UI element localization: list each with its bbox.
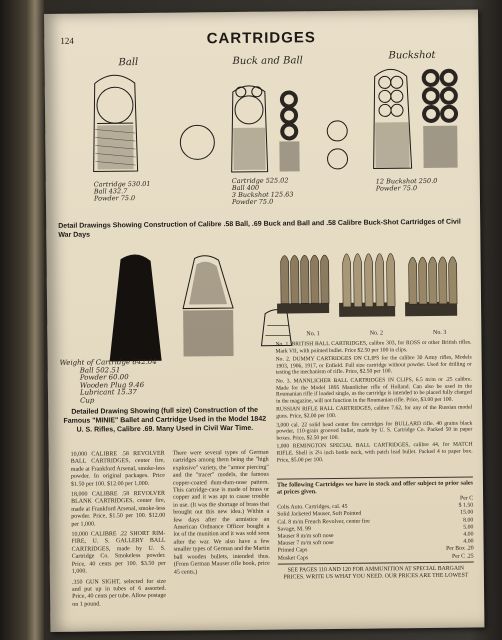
minie-annotation-ball: Ball 502.51 — [79, 365, 121, 375]
left-column — [71, 451, 167, 609]
ball-annotation-ball: Ball 432.7 — [93, 187, 128, 196]
offer-row-price: 5.00 — [463, 524, 474, 531]
right-item-6: 1,000 REMINGTON SPECIAL BALL CARTRIDGES, calibre 44, for MATCH RIFLE. Shell is 2¼ inch bottle neck, with patch lead bullet. Packed 4 to paper box. Price, $5.00 per 100. — [276, 441, 473, 464]
offer-row-item: Mauser 8 m/m soft nose — [277, 533, 334, 540]
page-title: CARTRIDGES — [206, 29, 316, 48]
middle-column: There were several types of German cartridges among them being the "high explosive" variety, the "armor piercing" and the "tracer" models, the famous copper-coated dum-dum-nose pattern. This cartridge-case is made of brass or copper and it was apt to cause trouble in use. (It was the shortage of brass that brought out this new idea.) Within a few days after the armistice an American Ordnance Officer bought a lot of the munition and it was sold soon after the war. We also have a few smaller types of German and the Martin ball wooden bullets, intended thus. (From German Mauser rifle book, price 45 cents.) — [172, 449, 270, 576]
left-item-1: 10,000 CALIBRE .58 REVOLVER BALL CARTRIDGES, center fire, made at Frankford Arsenal, smoke-less powder. In original packages. Price $1.50 per 100. $12.00 per 1,000. — [70, 450, 165, 488]
clips-photo — [272, 242, 463, 334]
clip-label-2: No. 2 — [369, 330, 384, 337]
buck-annotation-cartridge: Cartridge 525.02 — [231, 176, 289, 186]
right-item-5: 3,000 cal. 22 solid head center fire cartridges for BULLARD rifle. 40 grains black powder, 110-grain grooved bullet, made by U. S. Cartridge Co. Packed 50 in paper boxes. Price, $2.50 per 100. — [276, 420, 473, 442]
minie-annotation-cup: Cup — [80, 396, 95, 405]
offer-row-price: 8.00 — [463, 517, 474, 524]
ball-annotation-cartridge: Cartridge 530.01 — [93, 179, 151, 189]
buck-annotation-buckshot: 3 Buckshot 125.63 — [231, 190, 294, 200]
buck-annotations — [232, 177, 294, 206]
offer-row-item: Colts Auto. Cartridges, cal. 45 — [277, 504, 348, 511]
left-item-2: 18,000 CALIBRE .58 REVOLVER BLANK CARTRIDGES, center fire, made at Frankford Arsenal, smoke-less powder. Price, $1.50 per 100. $12.00 per 1,000. — [71, 490, 166, 528]
offer-row-item: Savage, M. 99 — [277, 526, 311, 533]
offer-table — [277, 496, 474, 563]
buckshot-drawing — [373, 69, 459, 169]
ball-annotations — [94, 181, 151, 203]
clip-no2-image — [339, 253, 396, 317]
top-figure-caption: Detail Drawings Showing Construction of Calibre .58 Ball, .69 Buck and Ball and .58 Calibre Buck-Shot Cartridges of Civil War Days — [58, 218, 461, 239]
right-item-2: No. 2. DUMMY CARTRIDGES ON CLIPS for the calibre 30 Army rifles, Models 1903, 1906, 1917, or Enfield. Full size cartridge without powder. Used for drilling or testing the mechanism of rifle. Price, $2.50 per 100. — [275, 354, 472, 376]
minie-annotation-powder: Powder 60.00 — [79, 373, 129, 382]
offer-row-item: Mauser 7 m/m soft nose — [277, 540, 334, 547]
ball-annotation-powder: Powder 75.0 — [93, 194, 136, 203]
catalog-page — [44, 9, 484, 632]
clip-label-3: No. 3 — [432, 329, 447, 336]
buckshot-annotation-powder: Powder 75.0 — [375, 184, 418, 193]
offer-row-price: $ 1.50 — [458, 502, 474, 509]
offer-row-price: 15.00 — [460, 509, 474, 517]
offer-row-item: Solid Jacketed Mauser, Soft Pointed — [277, 511, 362, 518]
ball-cartridge-drawing — [93, 74, 215, 171]
clip-label-1: No. 1 — [306, 331, 320, 338]
offer-row-item: Primed Caps — [277, 547, 308, 555]
offer-col-header: Per C — [460, 495, 474, 502]
page-number: 124 — [60, 35, 74, 46]
offer-footer: SEE PAGES 110 AND 120 FOR AMMUNITION AT SPECIAL BARGAIN PRICES. WRITE US WHAT YOU NEED. OUR PRICES ARE THE LOWEST — [283, 565, 469, 581]
offer-row-item: Cal. 8 m/m French Revolver, center fire — [277, 518, 370, 526]
offer-row-item: Musket Caps — [277, 554, 309, 562]
offer-row-price: Per Box .20 — [446, 545, 474, 553]
right-item-3: No. 3. MANNLICHER BALL CARTRIDGES IN CLIPS, 6.5 m/m or .25 calibre. Made for the Model 1895 Mannlicher rifle of Holland. Can also be used in the Roumanian rifle if loaded single, as the cartridge is intended to be placed fully charged in the magazine, will not function in the Roumanian rifle. Price, $3.00 per 100. — [275, 376, 473, 405]
label-ball: Ball — [118, 57, 139, 69]
left-item-4: .350 GUN SIGHT, selected for size and put up in tubes of 6 assorted. Price, 40 cents per tube. Allow postage on 1 pound. — [71, 578, 167, 608]
minie-caption: Detailed Drawing Showing (full size) Construction of the Famous "MINIE" Ballet and Cartridge Used in the Model 1842 U. S. Rifles, Calibre .69. Many Used in Civil War Time. — [63, 406, 267, 434]
offer-row-price: 4.00 — [463, 538, 474, 545]
clip-labels — [281, 330, 471, 339]
minie-annotation-plug: Wooden Plug 9.46 — [79, 380, 145, 390]
label-buck-and-ball: Buck and Ball — [232, 55, 303, 68]
right-item-4: RUSSIAN RIFLE BALL CARTRIDGES, calibre 7.62, for any of the Russian model guns. Price, $2.00 per 100. — [276, 404, 473, 420]
minie-annotation-weight: Weight of Cartridge 642.04 — [59, 357, 157, 367]
offer-heading: The following Cartridges we have in stock and offer subject to prior sales at prices given. — [276, 479, 473, 496]
minie-annotations — [60, 359, 158, 406]
right-item-1: No. 1. BRITISH BALL CARTRIDGES, calibre 303, for ROSS or other British rifles. Mark VII, with pointed bullet. Price $2.50 per 100 in clips. — [275, 339, 472, 355]
right-column — [275, 340, 472, 464]
clip-no1-image — [277, 255, 330, 314]
buck-annotation-ball: Ball 400 — [231, 183, 260, 193]
offer-row-price: Per C .25 — [451, 553, 474, 560]
book-spine — [0, 0, 44, 640]
buck-and-ball-drawing — [231, 85, 348, 172]
label-buckshot: Buckshot — [388, 49, 436, 62]
clip-no3-image — [405, 257, 458, 317]
offer-row-price: 4.00 — [463, 531, 474, 538]
left-item-3: 10,000 CALIBRE .22 SHORT RIM-FIRE, U. S. GALLERY BALL CARTRIDGES, made by U. S. Cartridge Co. Smokeless powder. Price, 40 cents per 100. $3.50 per 1,000. — [71, 530, 166, 575]
buckshot-annotations — [376, 178, 438, 193]
buck-annotation-powder: Powder 75.0 — [231, 197, 274, 207]
buckshot-annotation-buckshot: 12 Buckshot 250.0 — [375, 176, 438, 186]
minie-annotation-lubricant: Lubricant 15.37 — [79, 388, 137, 398]
